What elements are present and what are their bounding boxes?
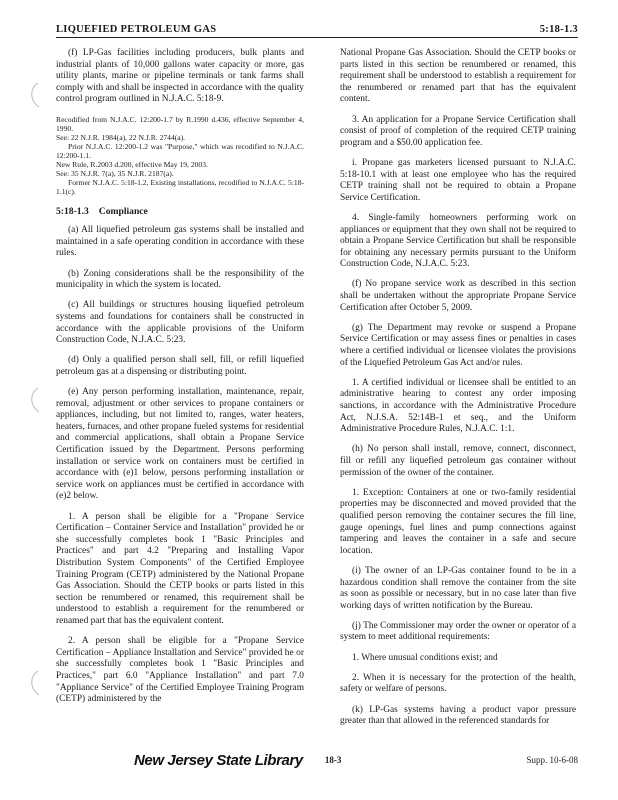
paragraph-e4: 4. Single-family homeowners performing work on appliances or equipment that they own shall not be required to obtain a Propane Service Certification but shall be responsible for obtaining any necessary permits pursuant to the Uniform Construction Code, N.J.A.C. 5:23. <box>340 212 576 270</box>
paragraph-f: (f) No propane service work as described in this section shall be undertaken without the appropriate Propane Service Certification after October 5, 2009. <box>340 279 576 313</box>
running-header <box>56 21 578 38</box>
paragraph-h: (h) No person shall install, remove, connect, disconnect, fill or refill any liquefied petroleum gas container without permission of the owner of the container. <box>340 444 576 478</box>
history-note: See: 22 N.J.R. 1984(a), 22 N.J.R. 2744(a). <box>56 132 186 142</box>
paragraph-g: (g) The Department may revoke or suspend a Propane Service Certification or may assess fines or penalties in cases where a certified individual or licensee violates the provisions of the Liquefied Petroleum Gas Act and/or rules. <box>340 322 576 368</box>
history-note: Recodified from N.J.A.C. 12:200-1.7 by R.1990 d.436, effective September 4, 1990. <box>56 114 304 133</box>
paragraph-e2: 2. A person shall be eligible for a "Propane Service Certification – Appliance Installation and Service" provided he or she successfully completes book 1 "Basic Principles and Practices," part 6.0 "Appliance Installation" and part 7.0 "Appliance Service" of the Certified Employee Training Program (CETP) administered by the <box>56 636 304 705</box>
library-logo: New Jersey State Library <box>134 751 303 769</box>
paragraph-j: (j) The Commissioner may order the owner or operator of a system to meet additional requirements: <box>340 620 576 643</box>
paragraph-h1: 1. Exception: Containers at one or two-family residential properties may be disconnected and moved provided that the qualified person removing the container secures the fill line, gauge openings, fuel lines and pump connections against tampering and leaves the container in a safe and secure location. <box>340 487 576 556</box>
paragraph-j2: 2. When it is necessary for the protection of the health, safety or welfare of persons. <box>340 672 576 695</box>
section-title: Compliance <box>98 205 148 217</box>
section-heading <box>56 206 304 218</box>
right-column <box>340 48 576 736</box>
history-note: Former N.J.A.C. 5:18-1.2, Existing installations, recodified to N.J.A.C. 5:18-1.1(c). <box>56 177 304 196</box>
paragraph-i: (i) The owner of an LP-Gas container found to be in a hazardous condition shall remove the container from the site as soon as possible or necessary, but in no case later than five working days of written notification by the Bureau. <box>340 565 576 611</box>
history-notes <box>56 115 304 196</box>
paragraph-f: (f) LP-Gas facilities including producers, bulk plants and industrial plants of 10,000 gallons water capacity or more, gas utility plants, marine or pipeline terminals or tank farms shall comply with and shall be inspected in accordance with the quality control program outlined in N.J.A.C. 5:18-9. <box>56 48 304 105</box>
history-note: New Rule, R.2003 d.200, effective May 19, 2003. <box>56 159 208 169</box>
supplement-date: Supp. 10-6-08 <box>526 755 578 765</box>
history-note: See: 35 N.J.R. 7(a), 35 N.J.R. 2187(a). <box>56 168 174 178</box>
paragraph-d: (d) Only a qualified person shall sell, fill, or refill liquefied petroleum gas at a dispensing or distributing point. <box>56 355 304 377</box>
header-title: LIQUEFIED PETROLEUM GAS <box>56 24 217 35</box>
paragraph-b: (b) Zoning considerations shall be the responsibility of the municipality in which the system is located. <box>56 268 304 291</box>
left-column <box>56 48 304 714</box>
paragraph-e1: 1. A person shall be eligible for a "Propane Service Certification – Container Service and Installation" provided he or she successfully completes book 1 "Basic Principles and Practices" and part 4.2 "Preparing and Installing Vapor Distribution System Components" of the Certified Employee Training Program (CETP) administered by the National Propane Gas Association. Should the CETP books or parts listed in this section be renumbered or renamed, this requirement shall be understood to establish a requirement for the renumbered or renamed part that has the equivalent content. <box>56 511 304 626</box>
punch-hole-mark <box>26 80 42 110</box>
paragraph-k: (k) LP-Gas systems having a product vapor pressure greater than that allowed in the referenced standards for <box>340 704 576 727</box>
paragraph-a: (a) All liquefied petroleum gas systems shall be installed and maintained in a safe operating condition in accordance with these rules. <box>56 225 304 259</box>
page-footer <box>56 748 578 772</box>
paragraph-e3i: i. Propane gas marketers licensed pursuant to N.J.A.C. 5:18-10.1 with at least one employee who has the required CETP training shall not be required to obtain a Propane Service Certification. <box>340 157 576 203</box>
history-note: Prior N.J.A.C. 12:200-1.2 was "Purpose," which was recodified to N.J.A.C. 12:200-1.1. <box>56 141 304 160</box>
section-number: 5:18-1.3 <box>56 205 89 217</box>
paragraph-e2-continued: National Propane Gas Association. Should the CETP books or parts listed in this section be renumbered or renamed, this requirement shall be understood to establish a requirement for the renumbered or renamed part that has the equivalent content. <box>340 48 576 105</box>
paragraph-j1: 1. Where unusual conditions exist; and <box>352 652 498 663</box>
paragraph-e: (e) Any person performing installation, maintenance, repair, removal, adjustment or other services to propane containers or appliances, including, but not limited to, ranges, water heaters, heaters, furnaces, and other propane fueled systems for residential and commercial applications, shall obtain a Propane Service Certification issued by the Department. Persons performing installation or service work on containers must be certified in accordance with (e)1 below, persons performing installation or service work on appliances must be certified in accordance with (e)2 below. <box>56 387 304 502</box>
header-section-number: 5:18-1.3 <box>539 24 578 35</box>
paragraph-g1: 1. A certified individual or licensee shall be entitled to an administrative hearing to contest any order imposing sanctions, in accordance with the Administrative Procedure Act, N.J.S.A. 52:14B-1 et seq., and the Uniform Administrative Procedure Rules, N.J.A.C. 1:1. <box>340 377 576 435</box>
paragraph-c: (c) All buildings or structures housing liquefied petroleum systems and foundations for containers shall be constructed in accordance with the applicable provisions of the Uniform Construction Code, N.J.A.C. 5:23. <box>56 300 304 346</box>
punch-hole-mark <box>26 385 42 415</box>
page-number: 18-3 <box>324 755 342 765</box>
punch-hole-mark <box>26 668 42 698</box>
paragraph-e3: 3. An application for a Propane Service Certification shall consist of proof of completion of the required CETP training program and a $50.00 application fee. <box>340 114 576 148</box>
